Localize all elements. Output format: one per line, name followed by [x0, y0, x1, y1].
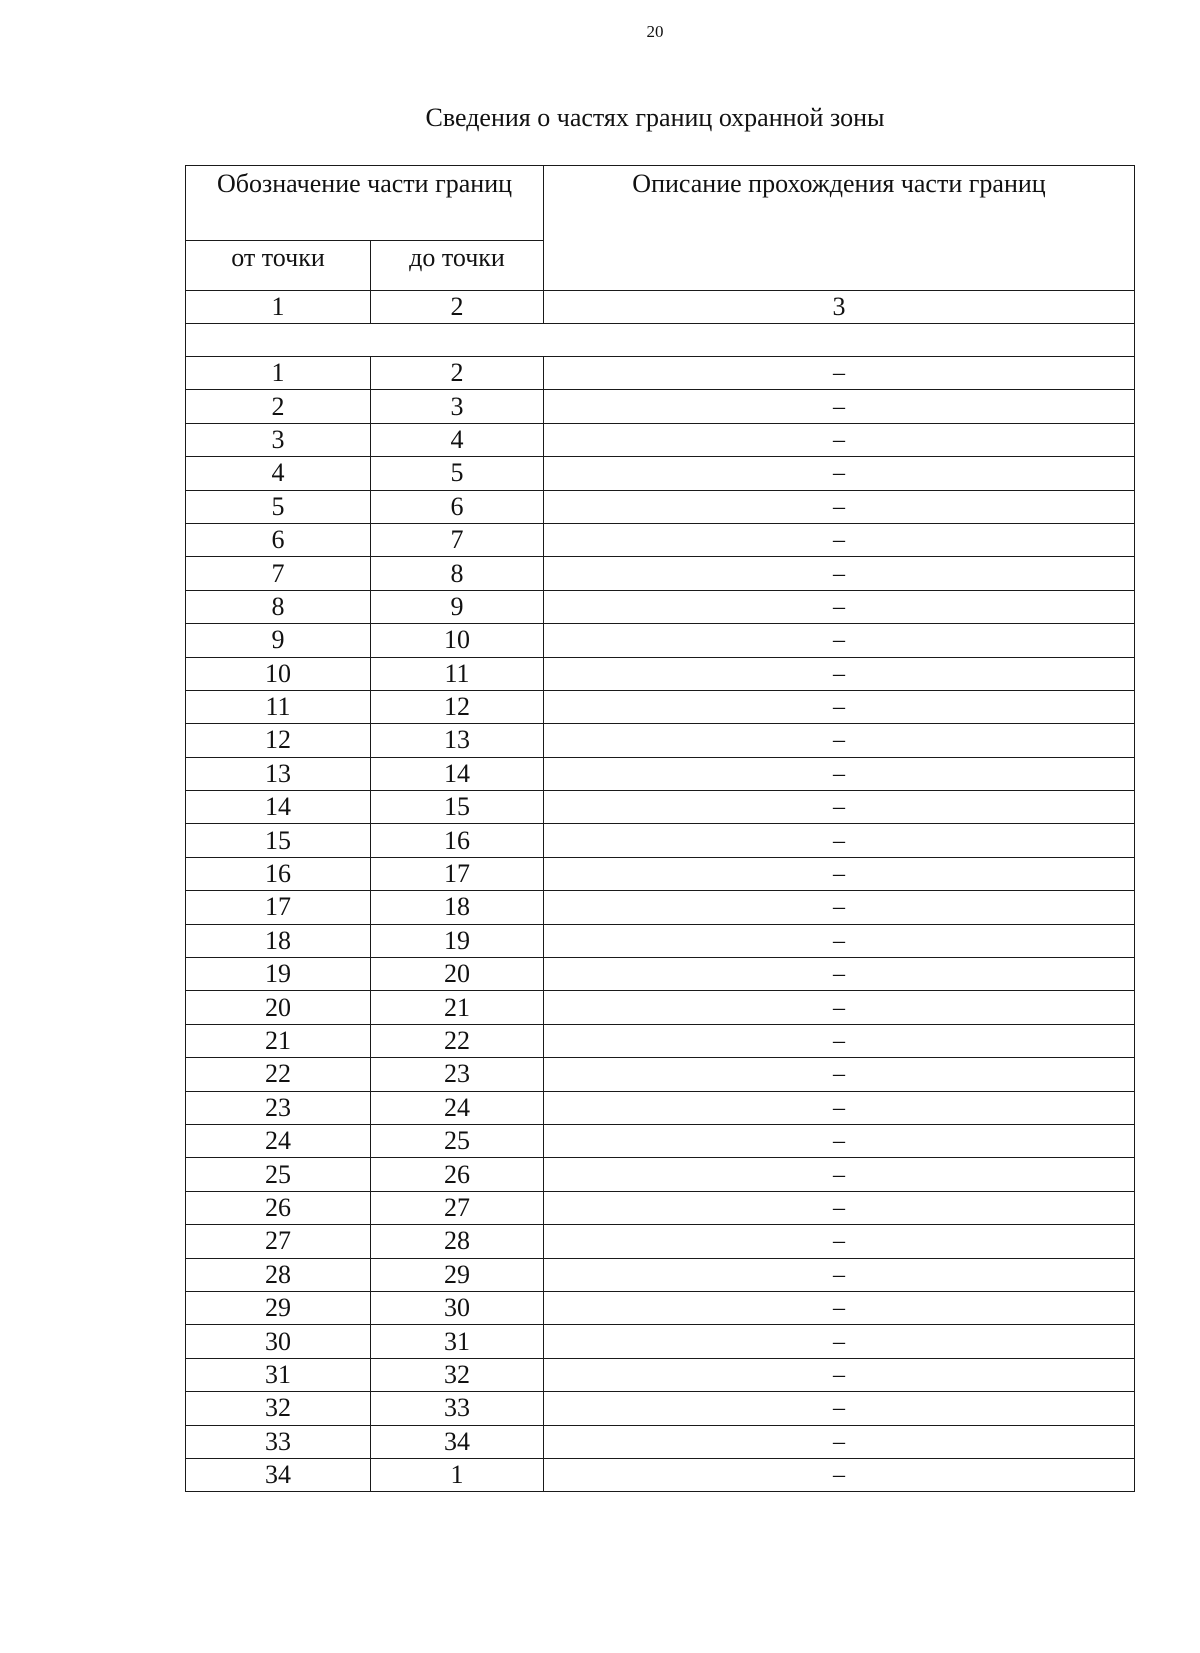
from-point-cell: 11	[186, 690, 371, 723]
table-row	[186, 857, 1135, 890]
to-point-cell: 27	[371, 1191, 544, 1224]
table-row	[186, 1191, 1135, 1224]
from-point-cell: 17	[186, 891, 371, 924]
table-row	[186, 457, 1135, 490]
to-point-cell: 30	[371, 1291, 544, 1324]
from-point-cell: 8	[186, 590, 371, 623]
description-cell: –	[544, 924, 1135, 957]
description-cell: –	[544, 390, 1135, 423]
from-point-cell: 34	[186, 1458, 371, 1491]
table-row	[186, 1325, 1135, 1358]
description-cell: –	[544, 724, 1135, 757]
description-cell: –	[544, 590, 1135, 623]
description-cell: –	[544, 1091, 1135, 1124]
description-cell: –	[544, 824, 1135, 857]
description-cell: –	[544, 1425, 1135, 1458]
from-point-cell: 18	[186, 924, 371, 957]
from-point-cell: 20	[186, 991, 371, 1024]
from-point-cell: 28	[186, 1258, 371, 1291]
blank-cell	[186, 324, 1135, 357]
from-point-cell: 33	[186, 1425, 371, 1458]
description-cell: –	[544, 1291, 1135, 1324]
to-point-cell: 20	[371, 958, 544, 991]
column-number: 3	[544, 291, 1135, 324]
table-row	[186, 1291, 1135, 1324]
page-number: 20	[646, 22, 664, 41]
description-cell: –	[544, 1358, 1135, 1391]
to-point-cell: 32	[371, 1358, 544, 1391]
to-point-cell: 11	[371, 657, 544, 690]
header-boundary-description: Описание прохождения части границ	[544, 166, 1135, 291]
description-cell: –	[544, 1392, 1135, 1425]
from-point-cell: 31	[186, 1358, 371, 1391]
to-point-cell: 15	[371, 791, 544, 824]
to-point-cell: 10	[371, 624, 544, 657]
to-point-cell: 13	[371, 724, 544, 757]
from-point-cell: 7	[186, 557, 371, 590]
from-point-cell: 19	[186, 958, 371, 991]
description-cell: –	[544, 690, 1135, 723]
description-cell: –	[544, 891, 1135, 924]
description-cell: –	[544, 1458, 1135, 1491]
from-point-cell: 16	[186, 857, 371, 890]
description-cell: –	[544, 1325, 1135, 1358]
from-point-cell: 6	[186, 523, 371, 556]
blank-row	[186, 324, 1135, 357]
description-cell: –	[544, 1225, 1135, 1258]
from-point-cell: 3	[186, 423, 371, 456]
column-number: 1	[186, 291, 371, 324]
description-cell: –	[544, 557, 1135, 590]
header-boundary-designation: Обозначение части границ	[186, 166, 544, 241]
from-point-cell: 14	[186, 791, 371, 824]
table-row	[186, 690, 1135, 723]
description-cell: –	[544, 791, 1135, 824]
table-row	[186, 657, 1135, 690]
description-cell: –	[544, 423, 1135, 456]
column-number-row	[186, 291, 1135, 324]
table-row	[186, 624, 1135, 657]
table-row	[186, 1024, 1135, 1057]
from-point-cell: 30	[186, 1325, 371, 1358]
header-row-top	[186, 166, 1135, 241]
from-point-cell: 10	[186, 657, 371, 690]
from-point-cell: 4	[186, 457, 371, 490]
table-row	[186, 791, 1135, 824]
description-cell: –	[544, 1191, 1135, 1224]
table-row	[186, 958, 1135, 991]
description-cell: –	[544, 991, 1135, 1024]
table-row	[186, 1458, 1135, 1491]
table-row	[186, 357, 1135, 390]
to-point-cell: 28	[371, 1225, 544, 1258]
table-row	[186, 1258, 1135, 1291]
to-point-cell: 5	[371, 457, 544, 490]
description-cell: –	[544, 523, 1135, 556]
header-to-point: до точки	[371, 241, 544, 291]
from-point-cell: 1	[186, 357, 371, 390]
table-row	[186, 1358, 1135, 1391]
to-point-cell: 12	[371, 690, 544, 723]
to-point-cell: 24	[371, 1091, 544, 1124]
to-point-cell: 17	[371, 857, 544, 890]
table-row	[186, 1425, 1135, 1458]
description-cell: –	[544, 1124, 1135, 1157]
table-row	[186, 824, 1135, 857]
description-cell: –	[544, 958, 1135, 991]
table-row	[186, 757, 1135, 790]
table-row	[186, 924, 1135, 957]
to-point-cell: 23	[371, 1058, 544, 1091]
from-point-cell: 22	[186, 1058, 371, 1091]
table-row	[186, 557, 1135, 590]
to-point-cell: 26	[371, 1158, 544, 1191]
to-point-cell: 34	[371, 1425, 544, 1458]
from-point-cell: 23	[186, 1091, 371, 1124]
description-cell: –	[544, 1158, 1135, 1191]
to-point-cell: 33	[371, 1392, 544, 1425]
table-row	[186, 523, 1135, 556]
table-row	[186, 390, 1135, 423]
table-row	[186, 991, 1135, 1024]
table-row	[186, 1091, 1135, 1124]
table-row	[186, 490, 1135, 523]
description-cell: –	[544, 857, 1135, 890]
table-row	[186, 1225, 1135, 1258]
to-point-cell: 18	[371, 891, 544, 924]
description-cell: –	[544, 1058, 1135, 1091]
from-point-cell: 27	[186, 1225, 371, 1258]
boundary-parts-table	[185, 165, 1135, 1492]
table-row	[186, 590, 1135, 623]
table-row	[186, 1058, 1135, 1091]
to-point-cell: 2	[371, 357, 544, 390]
table-row	[186, 1158, 1135, 1191]
description-cell: –	[544, 490, 1135, 523]
to-point-cell: 29	[371, 1258, 544, 1291]
to-point-cell: 16	[371, 824, 544, 857]
description-cell: –	[544, 657, 1135, 690]
from-point-cell: 29	[186, 1291, 371, 1324]
to-point-cell: 1	[371, 1458, 544, 1491]
from-point-cell: 13	[186, 757, 371, 790]
from-point-cell: 25	[186, 1158, 371, 1191]
to-point-cell: 9	[371, 590, 544, 623]
table-row	[186, 1392, 1135, 1425]
to-point-cell: 8	[371, 557, 544, 590]
header-from-point: от точки	[186, 241, 371, 291]
to-point-cell: 7	[371, 523, 544, 556]
description-cell: –	[544, 457, 1135, 490]
column-number: 2	[371, 291, 544, 324]
from-point-cell: 15	[186, 824, 371, 857]
to-point-cell: 4	[371, 423, 544, 456]
to-point-cell: 22	[371, 1024, 544, 1057]
from-point-cell: 24	[186, 1124, 371, 1157]
table-row	[186, 423, 1135, 456]
description-cell: –	[544, 1024, 1135, 1057]
description-cell: –	[544, 757, 1135, 790]
to-point-cell: 6	[371, 490, 544, 523]
to-point-cell: 21	[371, 991, 544, 1024]
description-cell: –	[544, 357, 1135, 390]
to-point-cell: 25	[371, 1124, 544, 1157]
table-row	[186, 724, 1135, 757]
from-point-cell: 2	[186, 390, 371, 423]
from-point-cell: 32	[186, 1392, 371, 1425]
from-point-cell: 5	[186, 490, 371, 523]
to-point-cell: 14	[371, 757, 544, 790]
from-point-cell: 21	[186, 1024, 371, 1057]
description-cell: –	[544, 624, 1135, 657]
from-point-cell: 12	[186, 724, 371, 757]
document-title: Сведения о частях границ охранной зоны	[425, 103, 885, 132]
to-point-cell: 31	[371, 1325, 544, 1358]
from-point-cell: 26	[186, 1191, 371, 1224]
table-row	[186, 1124, 1135, 1157]
to-point-cell: 3	[371, 390, 544, 423]
table-row	[186, 891, 1135, 924]
description-cell: –	[544, 1258, 1135, 1291]
to-point-cell: 19	[371, 924, 544, 957]
from-point-cell: 9	[186, 624, 371, 657]
